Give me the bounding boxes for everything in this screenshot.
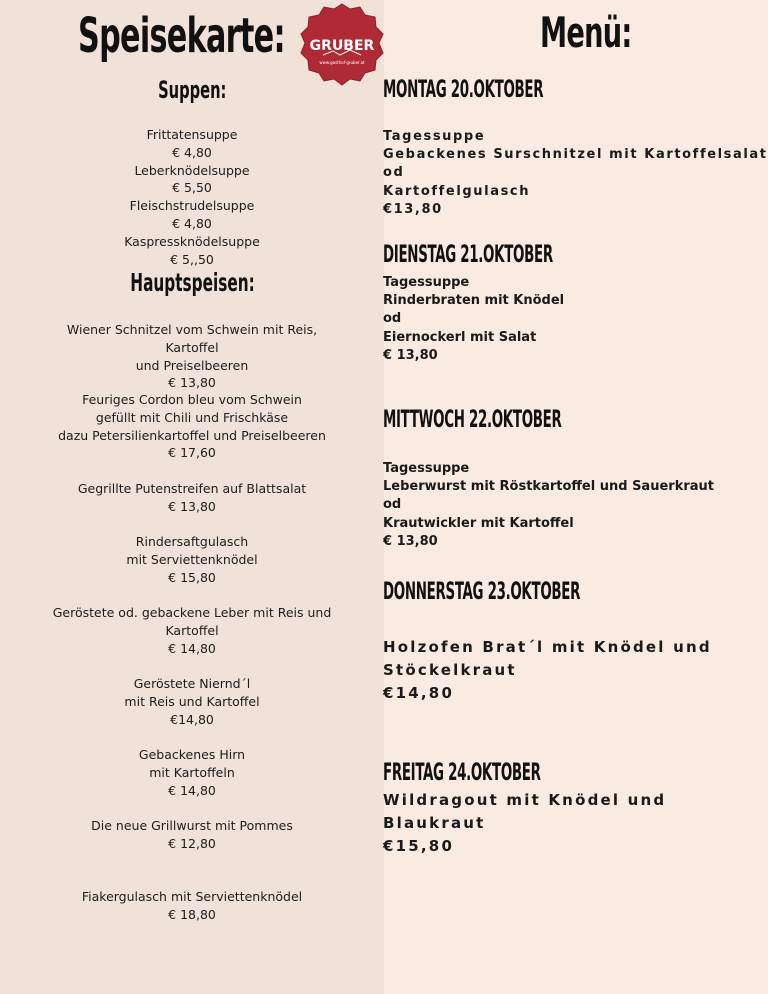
day-heading-wednesday: MITTWOCH 22.OKTOBER (383, 405, 562, 433)
hauptspeisen-heading: Hauptspeisen: (129, 268, 255, 297)
dish-item: Feuriges Cordon bleu vom Schwein gefüllt mit Chili und Frischkäse dazu Petersilienkartoffel und Preiselbeeren € 17,60 (58, 392, 326, 461)
dish-item: Gegrillte Putenstreifen auf Blattsalat € 13,80 (77, 481, 307, 514)
day-menu-monday: Tagessuppe Gebackenes Surschnitzel mit Kartoffelsalat od Kartoffelgulasch €13,80 (383, 129, 768, 217)
day-heading-tuesday: DIENSTAG 21.OKTOBER (383, 240, 553, 268)
logo-text: GRUBER (309, 38, 375, 54)
dish-item: Gebackenes Hirn mit Kartoffeln € 14,80 (138, 747, 246, 798)
dish-item: Geröstete Niernd´l mit Reis und Kartoffel €14,80 (124, 676, 260, 727)
page-title: Speisekarte: (78, 8, 285, 64)
day-heading-monday: MONTAG 20.OKTOBER (383, 75, 544, 103)
dish-item: Geröstete od. gebackene Leber mit Reis und Kartoffel € 14,80 (52, 605, 332, 656)
day-heading-friday: FREITAG 24.OKTOBER (383, 758, 541, 786)
soup-item: Frittatensuppe € 4,80 Leberknödelsuppe € 5,50 Fleischstrudelsuppe € 4,80 Kaspressknödelsuppe € 5,,50 (124, 127, 260, 267)
dish-item: Die neue Grillwurst mit Pommes € 12,80 (91, 818, 293, 851)
day-menu-wednesday: Tagessuppe Leberwurst mit Röstkartoffel und Sauerkraut od Krautwickler mit Kartoffel € 13,80 (383, 461, 714, 549)
day-menu-thursday: Holzofen Brat´l mit Knödel und Stöckelkraut €14,80 (383, 638, 712, 702)
day-menu-tuesday: Tagessuppe Rinderbraten mit Knödel od Eiernockerl mit Salat € 13,80 (383, 275, 565, 363)
dish-item: Rindersaftgulasch mit Serviettenknödel € 15,80 (126, 534, 258, 585)
dish-item: Wiener Schnitzel vom Schwein mit Reis, Kartoffel und Preiselbeeren € 13,80 (66, 322, 318, 391)
logo-url: www.gasthof-gruber.at (319, 60, 365, 65)
suppen-heading: Suppen: (157, 76, 227, 104)
menu-title: Menü: (540, 8, 632, 57)
dish-item: Fiakergulasch mit Serviettenknödel € 18,80 (81, 889, 303, 922)
day-heading-thursday: DONNERSTAG 23.OKTOBER (383, 577, 581, 605)
day-menu-friday: Wildragout mit Knödel und Blaukraut €15,80 (383, 791, 667, 855)
